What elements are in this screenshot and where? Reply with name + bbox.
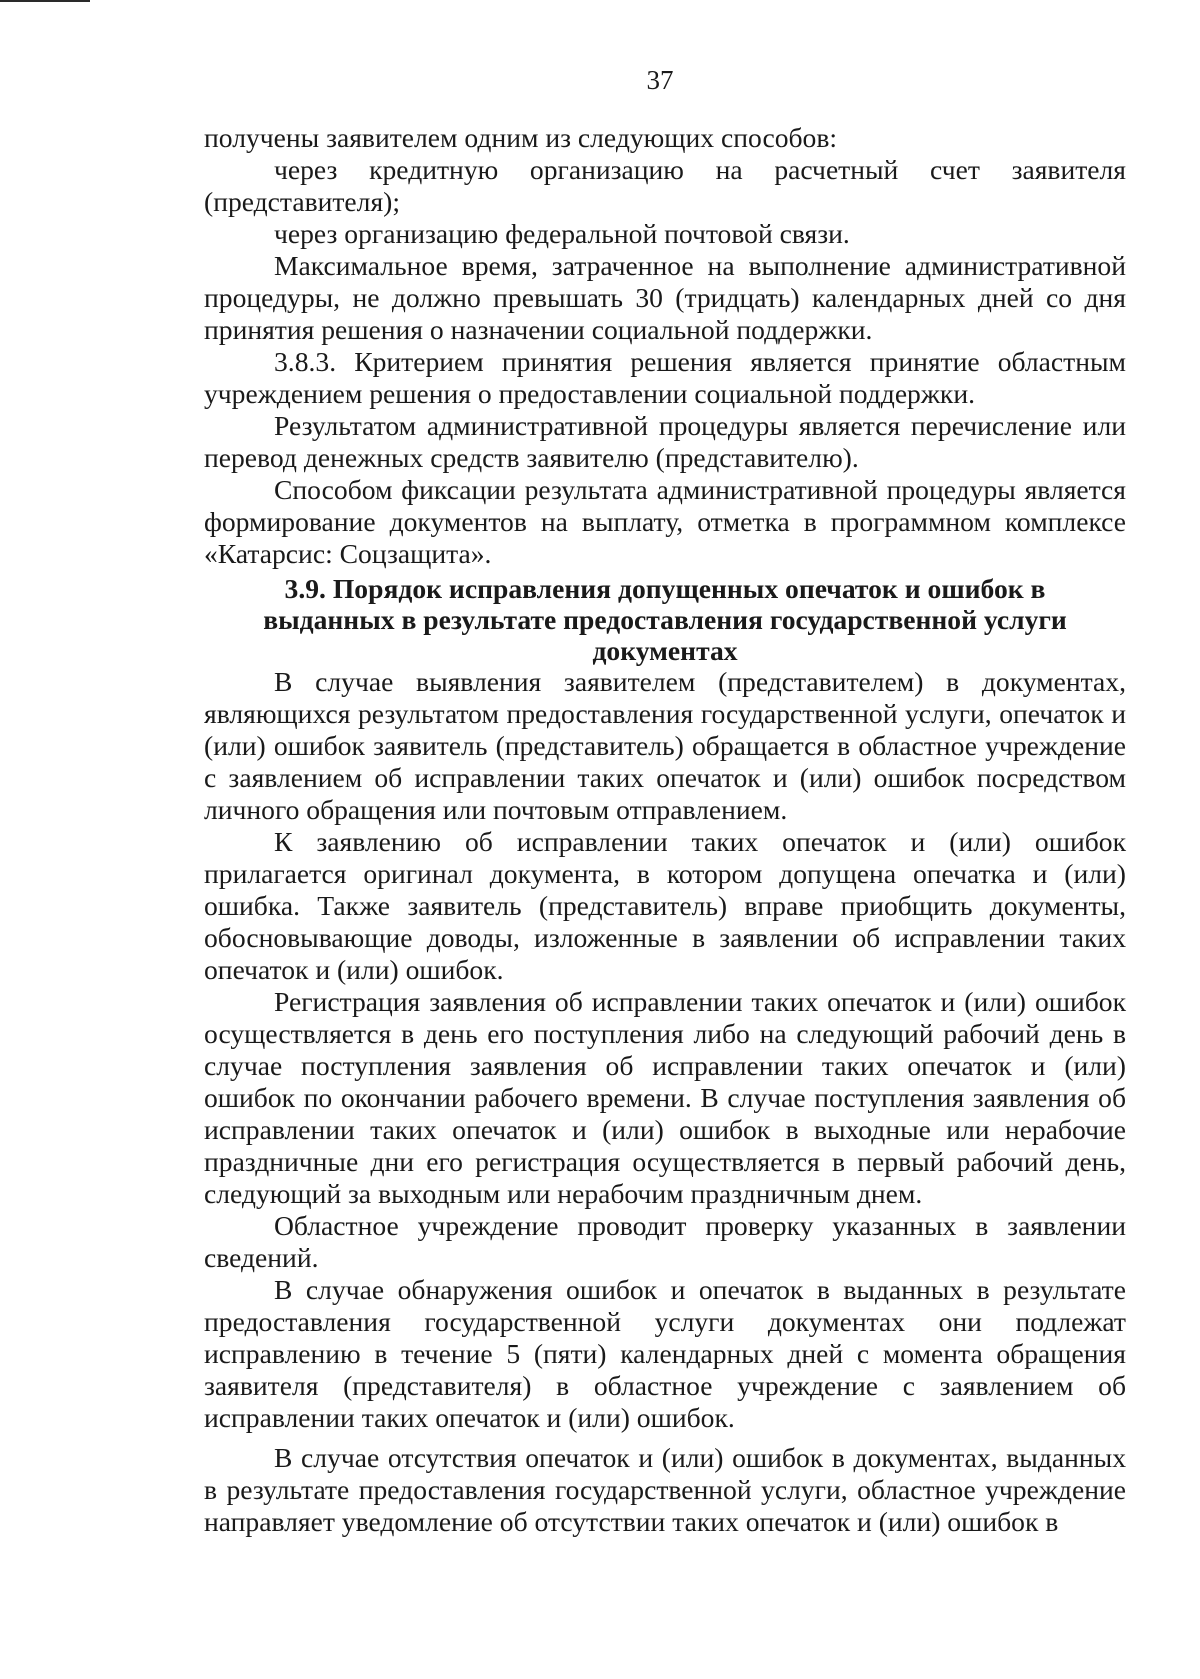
document-body xyxy=(204,122,1126,1538)
paragraph: через кредитную организацию на расчетный счет заявителя (представителя); xyxy=(204,154,1126,217)
paragraph: получены заявителем одним из следующих способов: xyxy=(204,122,838,153)
paragraph: В случае отсутствия опечаток и (или) ошибок в документах, выданных в результате предоставления государственной услуги, областное учреждение направляет уведомление об отсутствии таких опечаток и (или) ошибок в xyxy=(204,1442,1126,1537)
paragraph: Результатом административной процедуры является перечисление или перевод денежных средств заявителю (представителю). xyxy=(204,410,1126,473)
paragraph: через организацию федеральной почтовой связи. xyxy=(274,218,850,249)
paragraph: Максимальное время, затраченное на выполнение административной процедуры, не должно превышать 30 (тридцать) календарных дней со дня принятия решения о назначении социальной поддержки. xyxy=(204,250,1126,345)
scan-corner-mark xyxy=(0,0,90,2)
page-number: 37 xyxy=(646,65,674,95)
paragraph: Областное учреждение проводит проверку указанных в заявлении сведений. xyxy=(204,1210,1126,1273)
paragraph: К заявлению об исправлении таких опечаток и (или) ошибок прилагается оригинал документа, в котором допущена опечатка и (или) ошибка. Также заявитель (представитель) вправе приобщить документы, обосновывающие доводы, изложенные в заявлении об исправлении таких опечаток и (или) ошибок. xyxy=(204,826,1126,985)
section-heading: 3.9. Порядок исправления допущенных опечаток и ошибок в выданных в результате предоставления государственной услуги документах xyxy=(263,573,1067,666)
paragraph: Способом фиксации результата административной процедуры является формирование документов на выплату, отметка в программном комплексе «Катарсис: Соцзащита». xyxy=(204,474,1126,569)
paragraph: В случае обнаружения ошибок и опечаток в выданных в результате предоставления государственной услуги документах они подлежат исправлению в течение 5 (пяти) календарных дней с момента обращения заявителя (представителя) в областное учреждение с заявлением об исправлении таких опечаток и (или) ошибок. xyxy=(204,1274,1126,1433)
paragraph: Регистрация заявления об исправлении таких опечаток и (или) ошибок осуществляется в день его поступления либо на следующий рабочий день в случае поступления заявления об исправлении таких опечаток и (или) ошибок по окончании рабочего времени. В случае поступления заявления об исправлении таких опечаток и (или) ошибок в выходные или нерабочие праздничные дни его регистрация осуществляется в первый рабочий день, следующий за выходным или нерабочим праздничным днем. xyxy=(204,986,1126,1209)
paragraph: 3.8.3. Критерием принятия решения является принятие областным учреждением решения о предоставлении социальной поддержки. xyxy=(204,346,1126,409)
paragraph: В случае выявления заявителем (представителем) в документах, являющихся результатом предоставления государственной услуги, опечаток и (или) ошибок заявитель (представитель) обращается в областное учреждение с заявлением об исправлении таких опечаток и (или) ошибок посредством личного обращения или почтовым отправлением. xyxy=(204,666,1126,825)
